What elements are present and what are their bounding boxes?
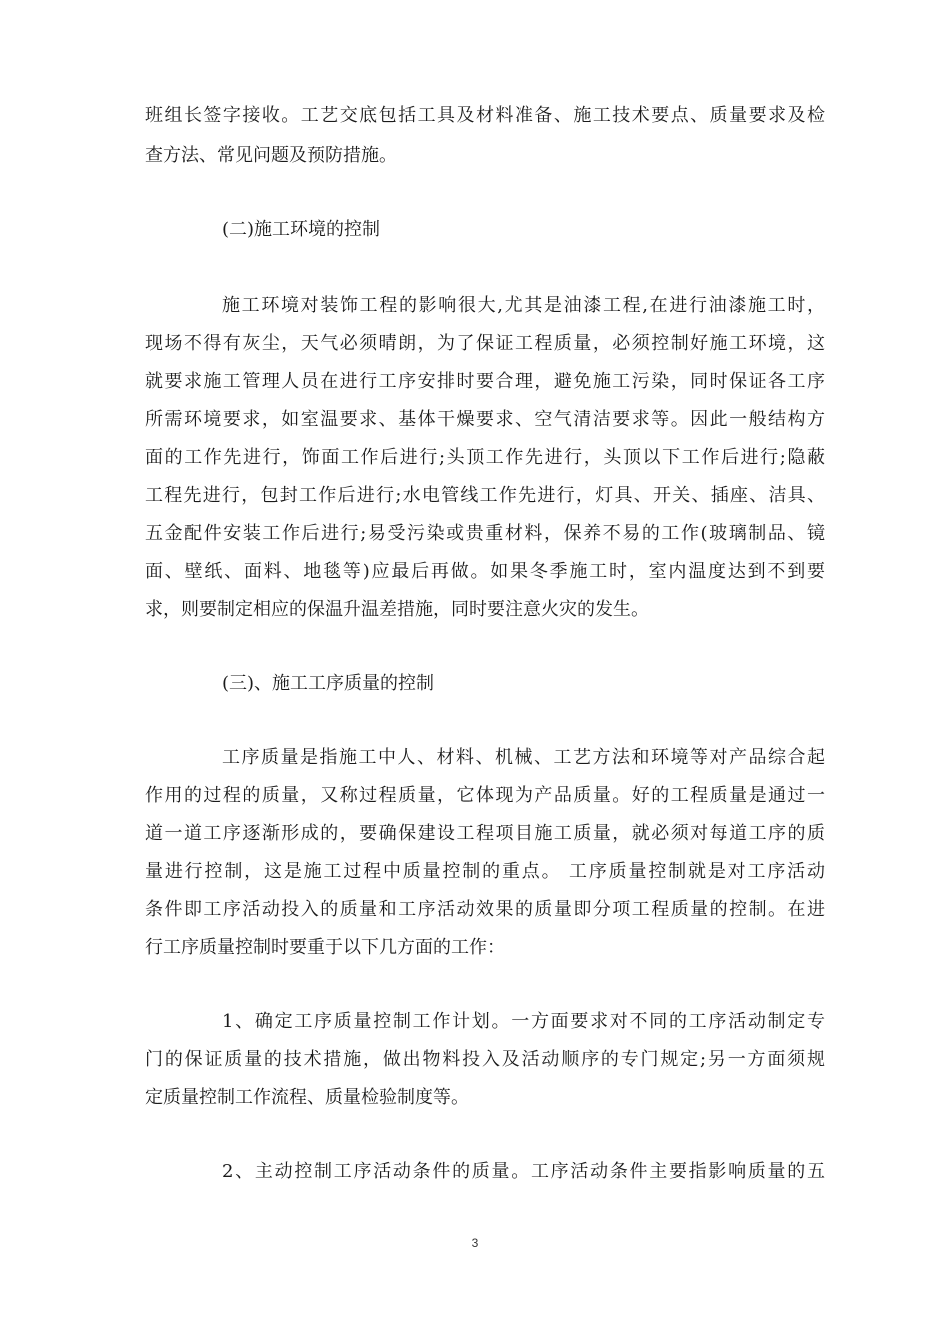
paragraph-line: 行工序质量控制时要重于以下几方面的工作： [145,937,505,958]
paragraph-line: 面的工作先进行，饰面工作后进行;头顶工作先进行，头顶以下工作后进行;隐蔽 [145,447,825,468]
paragraph-line: 工程先进行，包封工作后进行;水电管线工作先进行，灯具、开关、插座、洁具、 [145,485,825,506]
paragraph-line: 五金配件安装工作后进行;易受污染或贵重材料，保养不易的工作(玻璃制品、镜 [145,523,825,544]
paragraph-line: 工序质量是指施工中人、材料、机械、工艺方法和环境等对产品综合起 [222,747,825,768]
paragraph-line: 门的保证质量的技术措施，做出物料投入及活动顺序的专门规定;另一方面须规 [145,1049,825,1070]
paragraph-line: 作用的过程的质量，又称过程质量，它体现为产品质量。好的工程质量是通过一 [145,785,825,806]
paragraph-line: 查方法、常见问题及预防措施。 [145,145,397,166]
paragraph-line: 现场不得有灰尘，天气必须晴朗，为了保证工程质量，必须控制好施工环境，这 [145,333,825,354]
page-number: 3 [471,1236,479,1250]
paragraph-line: 道一道工序逐渐形成的，要确保建设工程项目施工质量，就必须对每道工序的质 [145,823,825,844]
paragraph-line: 面、壁纸、面料、地毯等)应最后再做。如果冬季施工时，室内温度达到不到要 [145,561,825,582]
paragraph-line: 定质量控制工作流程、质量检验制度等。 [145,1087,469,1108]
paragraph-line: 就要求施工管理人员在进行工序安排时要合理，避免施工污染，同时保证各工序 [145,371,825,392]
paragraph-line: 班组长签字接收。工艺交底包括工具及材料准备、施工技术要点、质量要求及检 [145,105,825,126]
paragraph-line: 求，则要制定相应的保温升温差措施，同时要注意火灾的发生。 [145,599,649,620]
paragraph-line: 施工环境对装饰工程的影响很大,尤其是油漆工程,在进行油漆施工时， [222,295,825,316]
paragraph-line: 所需环境要求，如室温要求、基体干燥要求、空气清洁要求等。因此一般结构方 [145,409,825,430]
paragraph-line: 条件即工序活动投入的质量和工序活动效果的质量即分项工程质量的控制。在进 [145,899,825,920]
paragraph-line: 1、确定工序质量控制工作计划。一方面要求对不同的工序活动制定专 [222,1011,825,1032]
paragraph-line: 2、主动控制工序活动条件的质量。工序活动条件主要指影响质量的五 [222,1161,825,1182]
section-heading: (三)、施工工序质量的控制 [222,673,435,694]
section-heading: (二)施工环境的控制 [222,219,381,240]
paragraph-line: 量进行控制，这是施工过程中质量控制的重点。 工序质量控制就是对工序活动 [145,861,825,882]
